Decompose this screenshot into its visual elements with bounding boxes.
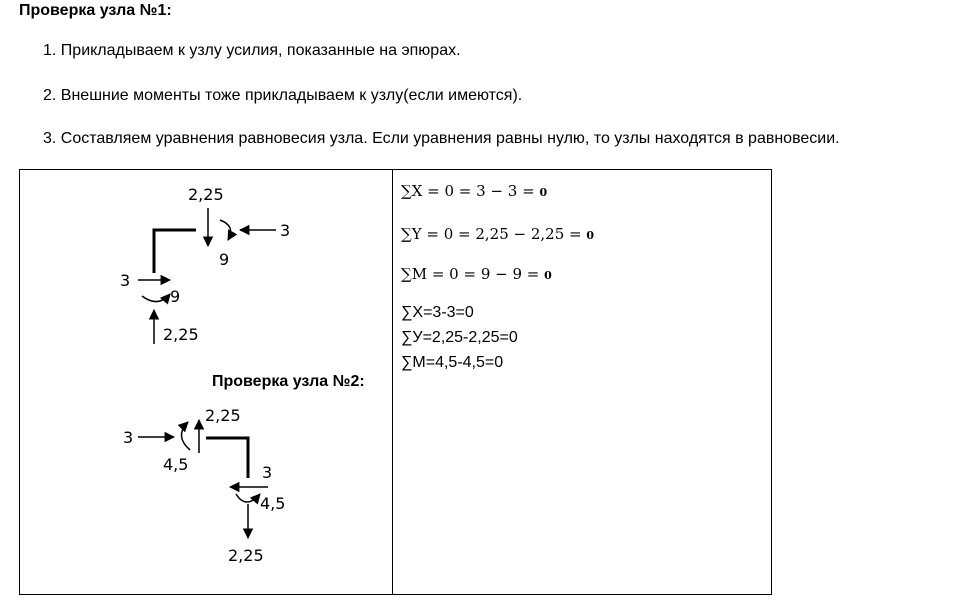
node2-frame	[206, 438, 248, 478]
node2-title: Проверка узла №2:	[212, 373, 365, 390]
node2-left-moment-arc	[181, 422, 190, 450]
node2-left-force-label: 3	[123, 428, 134, 447]
formula-equation-y	[401, 225, 594, 243]
step-2: 2. Внешние моменты тоже прикладываем к узлу(если имеются).	[43, 87, 523, 104]
node1-left-force-label: 3	[120, 271, 131, 290]
plain-equation-y: ∑У=2,25-2,25=0	[401, 329, 518, 346]
page-title: Проверка узла №1:	[19, 2, 172, 19]
node1-top-moment-label: 9	[219, 250, 230, 269]
plain-equation-m: ∑M=4,5-4,5=0	[401, 354, 504, 371]
node1-top-force-label: 2,25	[188, 185, 224, 204]
formula-equation-x-text: ∑X = 0 = 3 − 3 =	[401, 182, 540, 200]
node2-top-force-label: 2,25	[205, 406, 241, 425]
formula-equation-x	[401, 182, 547, 200]
node1-frame	[154, 230, 196, 273]
formula-equation-x-result: 0	[539, 186, 548, 199]
node2-right-moment-arc	[236, 494, 260, 502]
step-1: 1. Прикладываем к узлу усилия, показанные на эпюрах.	[43, 42, 461, 59]
node2-left-moment-label: 4,5	[163, 455, 189, 474]
node2-right-force-label: 3	[262, 463, 273, 482]
formula-equation-m-result: 0	[544, 269, 552, 282]
plain-equation-x: ∑X=3-3=0	[401, 304, 474, 321]
formula-equation-y-result: 0	[586, 229, 595, 242]
node1-bottom-moment-label: 9	[170, 287, 181, 306]
node1-bottom-force-label: 2,25	[163, 325, 199, 344]
table-divider	[392, 170, 393, 594]
node1-right-force-label: 3	[280, 221, 291, 240]
node2-right-moment-label: 4,5	[260, 494, 286, 513]
formula-equation-m	[401, 265, 552, 283]
check-table	[19, 169, 772, 595]
formula-equation-y-text: ∑Y = 0 = 2,25 − 2,25 =	[401, 225, 587, 243]
formula-equation-m-text: ∑M = 0 = 9 − 9 =	[401, 265, 545, 283]
node1-top-moment-arc	[220, 220, 231, 240]
node1-bottom-moment-arc	[142, 294, 170, 302]
node2-bottom-force-label: 2,25	[228, 546, 264, 565]
step-3: 3. Составляем уравнения равновесия узла. Если уравнения равны нулю, то узлы находятся в равновесии.	[43, 130, 840, 147]
